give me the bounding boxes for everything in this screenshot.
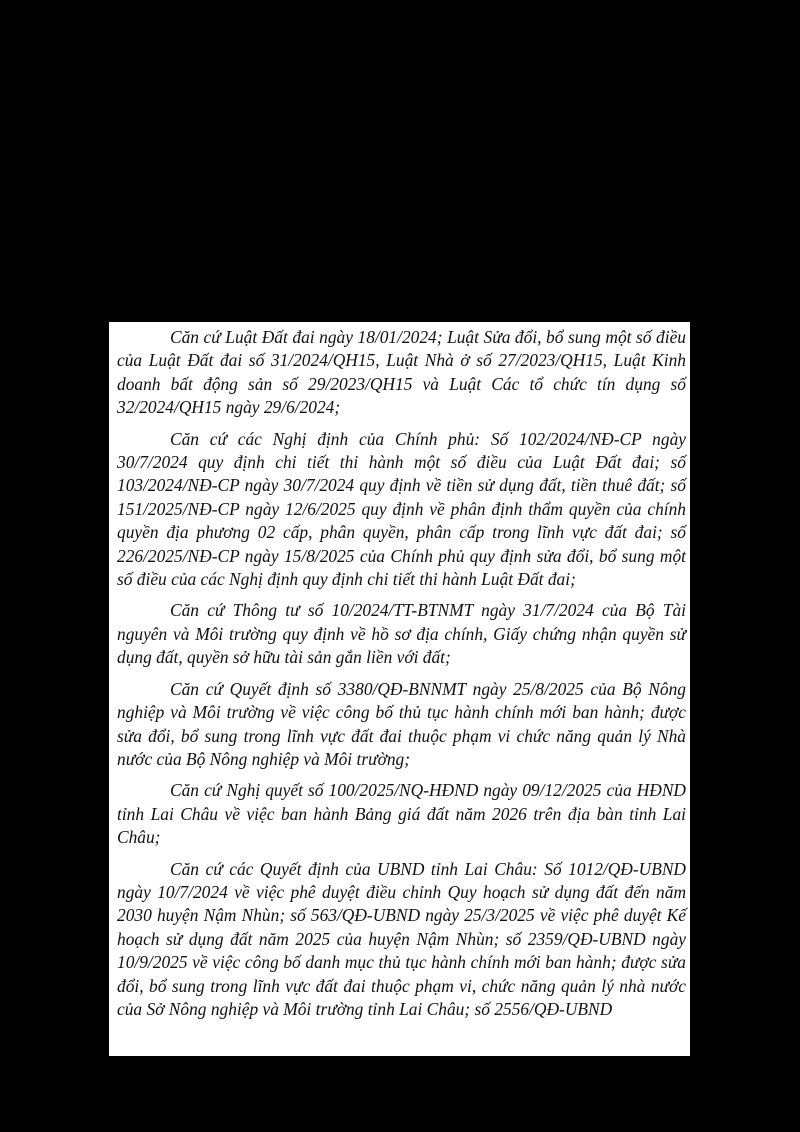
paragraph-quyet-dinh-bnnmt: Căn cứ Quyết định số 3380/QĐ-BNNMT ngày 25/8/2025 của Bộ Nông nghiệp và Môi trường về việc công bố thủ tục hành chính mới ban hành; được sửa đổi, bổ sung trong lĩnh vực đất đai thuộc phạm vi chức năng quản lý Nhà nước của Bộ Nông nghiệp và Môi trường; [117, 678, 686, 769]
paragraph-quyet-dinh-ubnd: Căn cứ các Quyết định của UBND tỉnh Lai Châu: Số 1012/QĐ-UBND ngày 10/7/2024 về việc phê duyệt điều chỉnh Quy hoạch sử dụng đất đến năm 2030 huyện Nậm Nhùn; số 563/QĐ-UBND ngày 25/3/2025 về việc phê duyệt Kế hoạch sử dụng đất năm 2025 của huyện Nậm Nhùn; số 2359/QĐ-UBND ngày 10/9/2025 về việc công bố danh mục thủ tục hành chính mới ban hành; được sửa đổi, bổ sung trong lĩnh vực đất đai thuộc phạm vi, chức năng quản lý nhà nước của Sở Nông nghiệp và Môi trường tỉnh Lai Châu; số 2556/QĐ-UBND [117, 858, 686, 1019]
paragraph-nghi-dinh: Căn cứ các Nghị định của Chính phủ: Số 102/2024/NĐ-CP ngày 30/7/2024 quy định chi tiết thi hành một số điều của Luật Đất đai; số 103/2024/NĐ-CP ngày 30/7/2024 quy định về tiền sử dụng đất, tiền thuê đất; số 151/2025/NĐ-CP ngày 12/6/2025 quy định về phân định thẩm quyền của chính quyền địa phương 02 cấp, phân quyền, phân cấp trong lĩnh vực đất đai; số 226/2025/NĐ-CP ngày 15/8/2025 của Chính phủ quy định sửa đổi, bổ sung một số điều của các Nghị định quy định chi tiết thi hành Luật Đất đai; [117, 428, 686, 590]
paragraph-luat-dat-dai: Căn cứ Luật Đất đai ngày 18/01/2024; Luật Sửa đổi, bổ sung một số điều của Luật Đất đai số 31/2024/QH15, Luật Nhà ở số 27/2023/QH15, Luật Kinh doanh bất động sản số 29/2023/QH15 và Luật Các tổ chức tín dụng số 32/2024/QH15 ngày 29/6/2024; [117, 327, 686, 418]
document-page [109, 322, 690, 1056]
paragraph-nghi-quyet: Căn cứ Nghị quyết số 100/2025/NQ-HĐND ngày 09/12/2025 của HĐND tỉnh Lai Châu về việc ban hành Bảng giá đất năm 2026 trên địa bàn tỉnh Lai Châu; [117, 780, 686, 848]
paragraph-thong-tu: Căn cứ Thông tư số 10/2024/TT-BTNMT ngày 31/7/2024 của Bộ Tài nguyên và Môi trường quy định về hồ sơ địa chính, Giấy chứng nhận quyền sử dụng đất, quyền sở hữu tài sản gắn liền với đất; [117, 600, 686, 668]
